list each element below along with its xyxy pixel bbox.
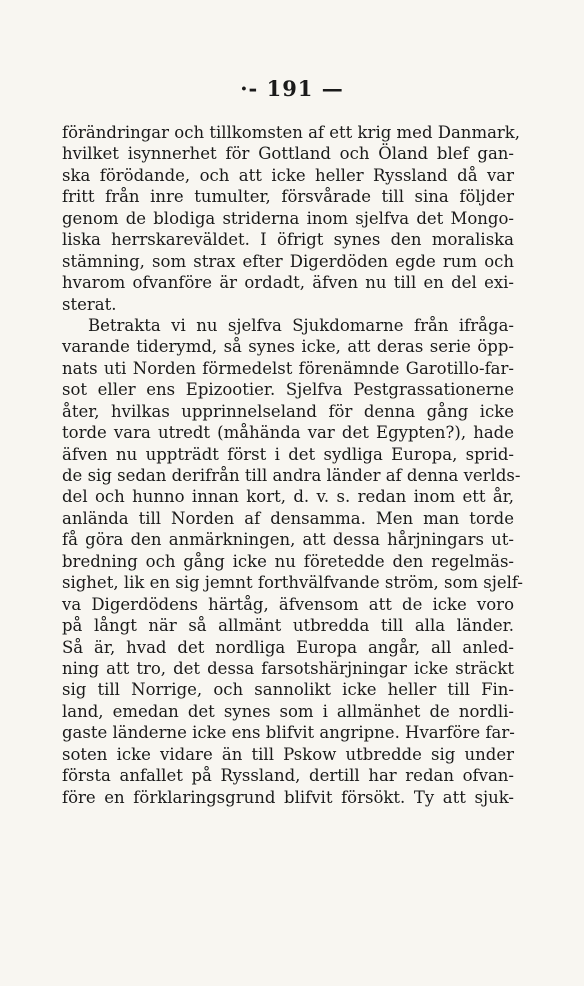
page-number-header: ·- 191 — [240,76,344,101]
text-line: sighet, lik en sig jemnt forthvälfvande ström, som sjelf- [62,573,523,593]
text-line: va Digerdödens härtåg, äfvensom att de icke voro [62,594,514,614]
text-line: varande tiderymd, så synes icke, att deras serie öpp- [62,337,514,357]
text-line: åter, hvilkas upprinnelseland för denna gång icke [62,401,514,421]
text-line: soten icke vidare än till Pskow utbredde sig under [62,744,514,764]
text-line: äfven nu uppträdt först i det sydliga Europa, sprid- [62,444,514,464]
text-line: land, emedan det synes som i allmänhet de nordli- [62,701,514,721]
text-line: ning att tro, det dessa farsotshärjningar icke sträckt [62,658,514,678]
text-line: bredning och gång icke nu företedde den regelmäs- [62,551,514,571]
text-line: anlända till Norden af densamma. Men man torde [62,508,514,528]
paragraph [62,315,523,808]
paragraph [62,122,521,315]
text-line: nats uti Norden förmedelst förenämnde Garotillo-far- [62,358,514,378]
text-line: liska herrskareväldet. I öfrigt synes den moraliska [62,230,514,250]
text-line: gaste länderne icke ens blifvit angripne. Hvarföre far- [62,723,515,743]
body-text [62,122,523,808]
text-line: stämning, som strax efter Digerdöden egde rum och [62,251,514,271]
text-line: sterat. [62,294,117,314]
text-line: ska förödande, och att icke heller Ryssland då var [62,165,514,185]
text-line: Betrakta vi nu sjelfva Sjukdomarne från ifråga- [88,315,514,335]
text-line: del och hunno innan kort, d. v. s. redan inom ett år, [62,487,514,507]
text-line: första anfallet på Ryssland, dertill har redan ofvan- [62,766,514,786]
text-line: sig till Norrige, och sannolikt icke heller till Fin- [62,680,514,700]
text-line: hvarom ofvanföre är ordadt, äfven nu till en del exi- [62,273,514,293]
text-line: förändringar och tillkomsten af ett krig med Danmark, [62,123,521,142]
text-line: hvilket isynnerhet för Gottland och Öland blef gan- [62,144,514,164]
text-line: de sig sedan derifrån till andra länder af denna verlds- [62,466,521,485]
text-line: genom de blodiga striderna inom sjelfva det Mongo- [62,208,514,228]
text-line: Så är, hvad det nordliga Europa angår, all anled- [62,637,514,657]
text-line: på långt när så allmänt utbredda till alla länder. [62,616,514,636]
text-line: få göra den anmärkningen, att dessa hårjningars ut- [62,530,514,550]
text-line: torde vara utredt (måhända var det Egypten?), hade [62,423,514,443]
text-line: före en förklaringsgrund blifvit försökt. Ty att sjuk- [62,787,514,807]
text-line: sot eller ens Epizootier. Sjelfva Pestgrassationerne [62,380,514,400]
text-line: fritt från inre tumulter, försvårade till sina följder [62,187,514,207]
